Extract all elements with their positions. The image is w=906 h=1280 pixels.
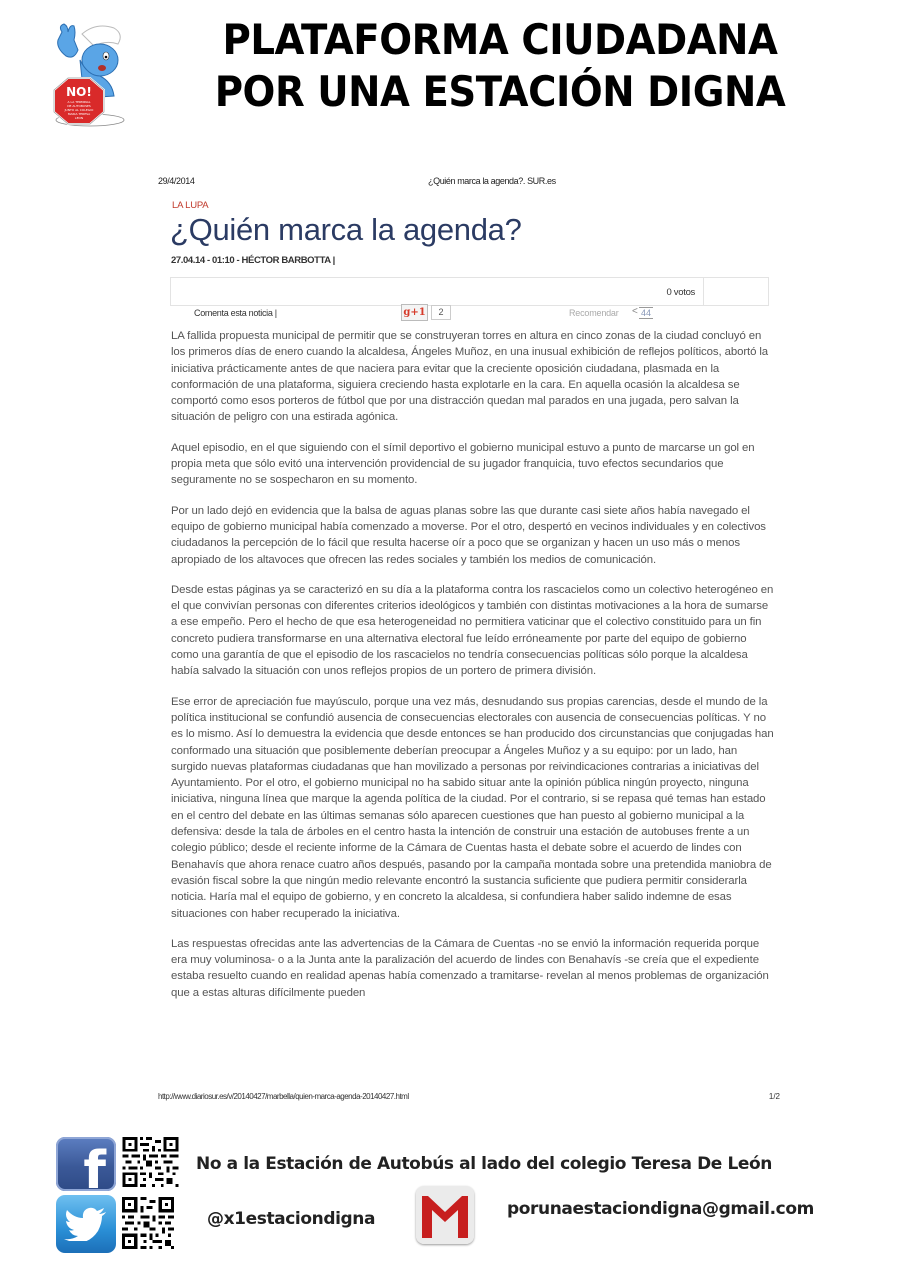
title-line-2: POR UNA ESTACIÓN DIGNA — [214, 67, 786, 116]
paragraph: Ese error de apreciación fue mayúsculo, porque una vez más, desnudando sus propias carencias, desde el mundo de la política institucional se confundió ausencia de consecuencias electorales con ausencia de consecuencias políticas. Y no es lo mismo. Así lo demuestra la evidencia que desde entonces se han producido dos circunstancias que conjugadas han conformado una situación que posiblemente deberían preocupar a Ángeles Muñoz y a su equipo: por un lado, han surgido nuevas plataformas ciudadanas que han movilizado a personas por reivindicaciones contrarias a iniciativas del Ayuntamiento. Por el otro, el gobierno municipal no ha sabido situar ante la opinión pública ningún proyecto, ninguna iniciativa, ninguna línea que marque la agenda política de la ciudad. Por el contrario, si se repasa qué temas han estado en el centro del debate en las últimas semanas sólo aparecen cuestiones que han puesto al gobierno municipal a la defensiva: desde la tala de árboles en el centro hasta la intención de construir una estación de autobuses frente a un colegio público; desde el reciente informe de la Cámara de Cuentas hasta el debate sobre el acuerdo de lindes con Benahavís que ahora renace cuatro años después, pasando por la campaña montada sobre una pretendida maniobra de evasión fiscal sobre la que ningún medio relevante encontró la sustancia suficiente que pudiera permitir considerarla noticia. Haría mal el equipo de gobierno, y en concreto la alcaldesa, si confundiera haber salido indemne de esas situaciones con haber recuperado la iniciativa. — [171, 695, 774, 920]
google-plus-count: 2 — [431, 305, 451, 320]
svg-text:A LA TERMINAL: A LA TERMINAL — [67, 100, 91, 104]
print-page-title: ¿Quién marca la agenda?. SUR.es — [428, 176, 556, 186]
chevron-left-icon: < — [632, 306, 638, 317]
print-date: 29/4/2014 — [158, 176, 195, 186]
recommend-count: 44 — [641, 308, 652, 318]
footer-slogan: No a la Estación de Autobús al lado del colegio Teresa De León — [196, 1154, 772, 1174]
svg-text:LEON: LEON — [74, 116, 84, 120]
page-title — [196, 14, 803, 118]
article-clipping — [158, 176, 788, 1106]
paragraph: Por un lado dejó en evidencia que la balsa de aguas planas sobre las que durante casi siete años había navegado el equipo de gobierno municipal había comenzado a moverse. Por el otro, despertó en vecinos individuales y en colectivos ciudadanos la percepción de lo fácil que resulta hacerse oír a poco que se organizan y hacen un uso más o menos apropiado de los altavoces que ofrecen las redes sociales y también los medios de comunicación. — [171, 504, 766, 566]
print-page-number: 1/2 — [768, 1092, 780, 1101]
google-plus-button[interactable]: g+1 — [401, 304, 428, 321]
svg-text:NO!: NO! — [66, 85, 92, 99]
vote-count: 0 votos — [666, 287, 695, 298]
article-body — [171, 328, 774, 1015]
comment-link[interactable]: Comenta esta noticia | — [194, 308, 277, 318]
article-headline: ¿Quién marca la agenda? — [170, 212, 522, 247]
gmail-icon[interactable] — [416, 1186, 474, 1244]
smurf-stop-sign-logo-icon — [44, 20, 136, 130]
title-line-1: PLATAFORMA CIUDADANA — [222, 15, 778, 64]
paragraph: LA fallida propuesta municipal de permitir que se construyeran torres en altura en cinco zonas de la ciudad concluyó en los primeros días de enero cuando la alcaldesa, Ángeles Muñoz, en una inusual exhibición de reflejos políticos, abortó la iniciativa prácticamente antes de que naciera para evitar que la creciente oposición ciudadana, plasmada en la conformación de una plataforma, siguiera creciendo hasta explotarle en la cara. En aquella ocasión la alcaldesa se comportó como esos porteros de fútbol que por una distracción quedan mal parados en una jugada, pero salvan la situación de peligro con una estirada agónica. — [171, 330, 769, 424]
section-label[interactable]: LA LUPA — [172, 200, 209, 211]
paragraph: Desde estas páginas ya se caracterizó en su día a la plataforma contra los rascacielos como un colectivo heterogéneo en el que convivían personas con diferentes criterios ideológicos y también con distintas motivaciones a la hora de sumarse a ese empeño. Pero el hecho de que esa heterogeneidad no permitiera vaticinar que el colectivo constituido para un fin concreto pudiera transformarse en una alternativa electoral fue leído erróneamente por parte del equipo de gobierno como una garantía de que el episodio de los rascacielos no tendría consecuencias políticas sólo porque la alcaldesa había salvado la situación con unos reflejos propios de un portero de primera división. — [171, 583, 774, 678]
qr-code-icon — [122, 1197, 174, 1249]
rating-box — [170, 277, 704, 306]
svg-text:JUNTO AL COLEGIO: JUNTO AL COLEGIO — [64, 108, 94, 112]
contact-email[interactable]: porunaestaciondigna@gmail.com — [507, 1199, 814, 1219]
qr-code-icon — [122, 1137, 179, 1187]
facebook-icon[interactable]: f — [56, 1137, 116, 1191]
svg-text:DE AUTOBUSES: DE AUTOBUSES — [67, 104, 91, 108]
paragraph: Aquel episodio, en el que siguiendo con el símil deportivo el gobierno municipal estuvo a punto de marcarse un gol en propia meta que sólo evitó una intervención providencial de su jugador franquicia, tuvo efectos secundarios que seguramente no se sospecharon en su momento. — [171, 441, 755, 487]
recommend-button[interactable]: Recomendar — [569, 308, 619, 318]
rating-box-side — [704, 277, 769, 306]
twitter-handle[interactable]: @x1estaciondigna — [207, 1209, 376, 1229]
twitter-icon[interactable] — [56, 1195, 116, 1253]
article-byline: 27.04.14 - 01:10 - HÉCTOR BARBOTTA | — [171, 255, 335, 266]
svg-text:MARIA TERESA: MARIA TERESA — [67, 112, 91, 116]
paragraph: Las respuestas ofrecidas ante las advertencias de la Cámara de Cuentas -no se envió la información requerida porque era muy voluminosa- o a la Junta ante la paralización del acuerdo de lindes con Benahavís -se creía que el expediente estaba resuelto cuando en realidad apenas había comenzado a tramitarse- revelan al menos problemas de organización que a estas alturas difícilmente pueden — [171, 937, 769, 999]
print-url: http://www.diariosur.es/v/20140427/marbella/quien-marca-agenda-20140427.html — [158, 1092, 409, 1101]
